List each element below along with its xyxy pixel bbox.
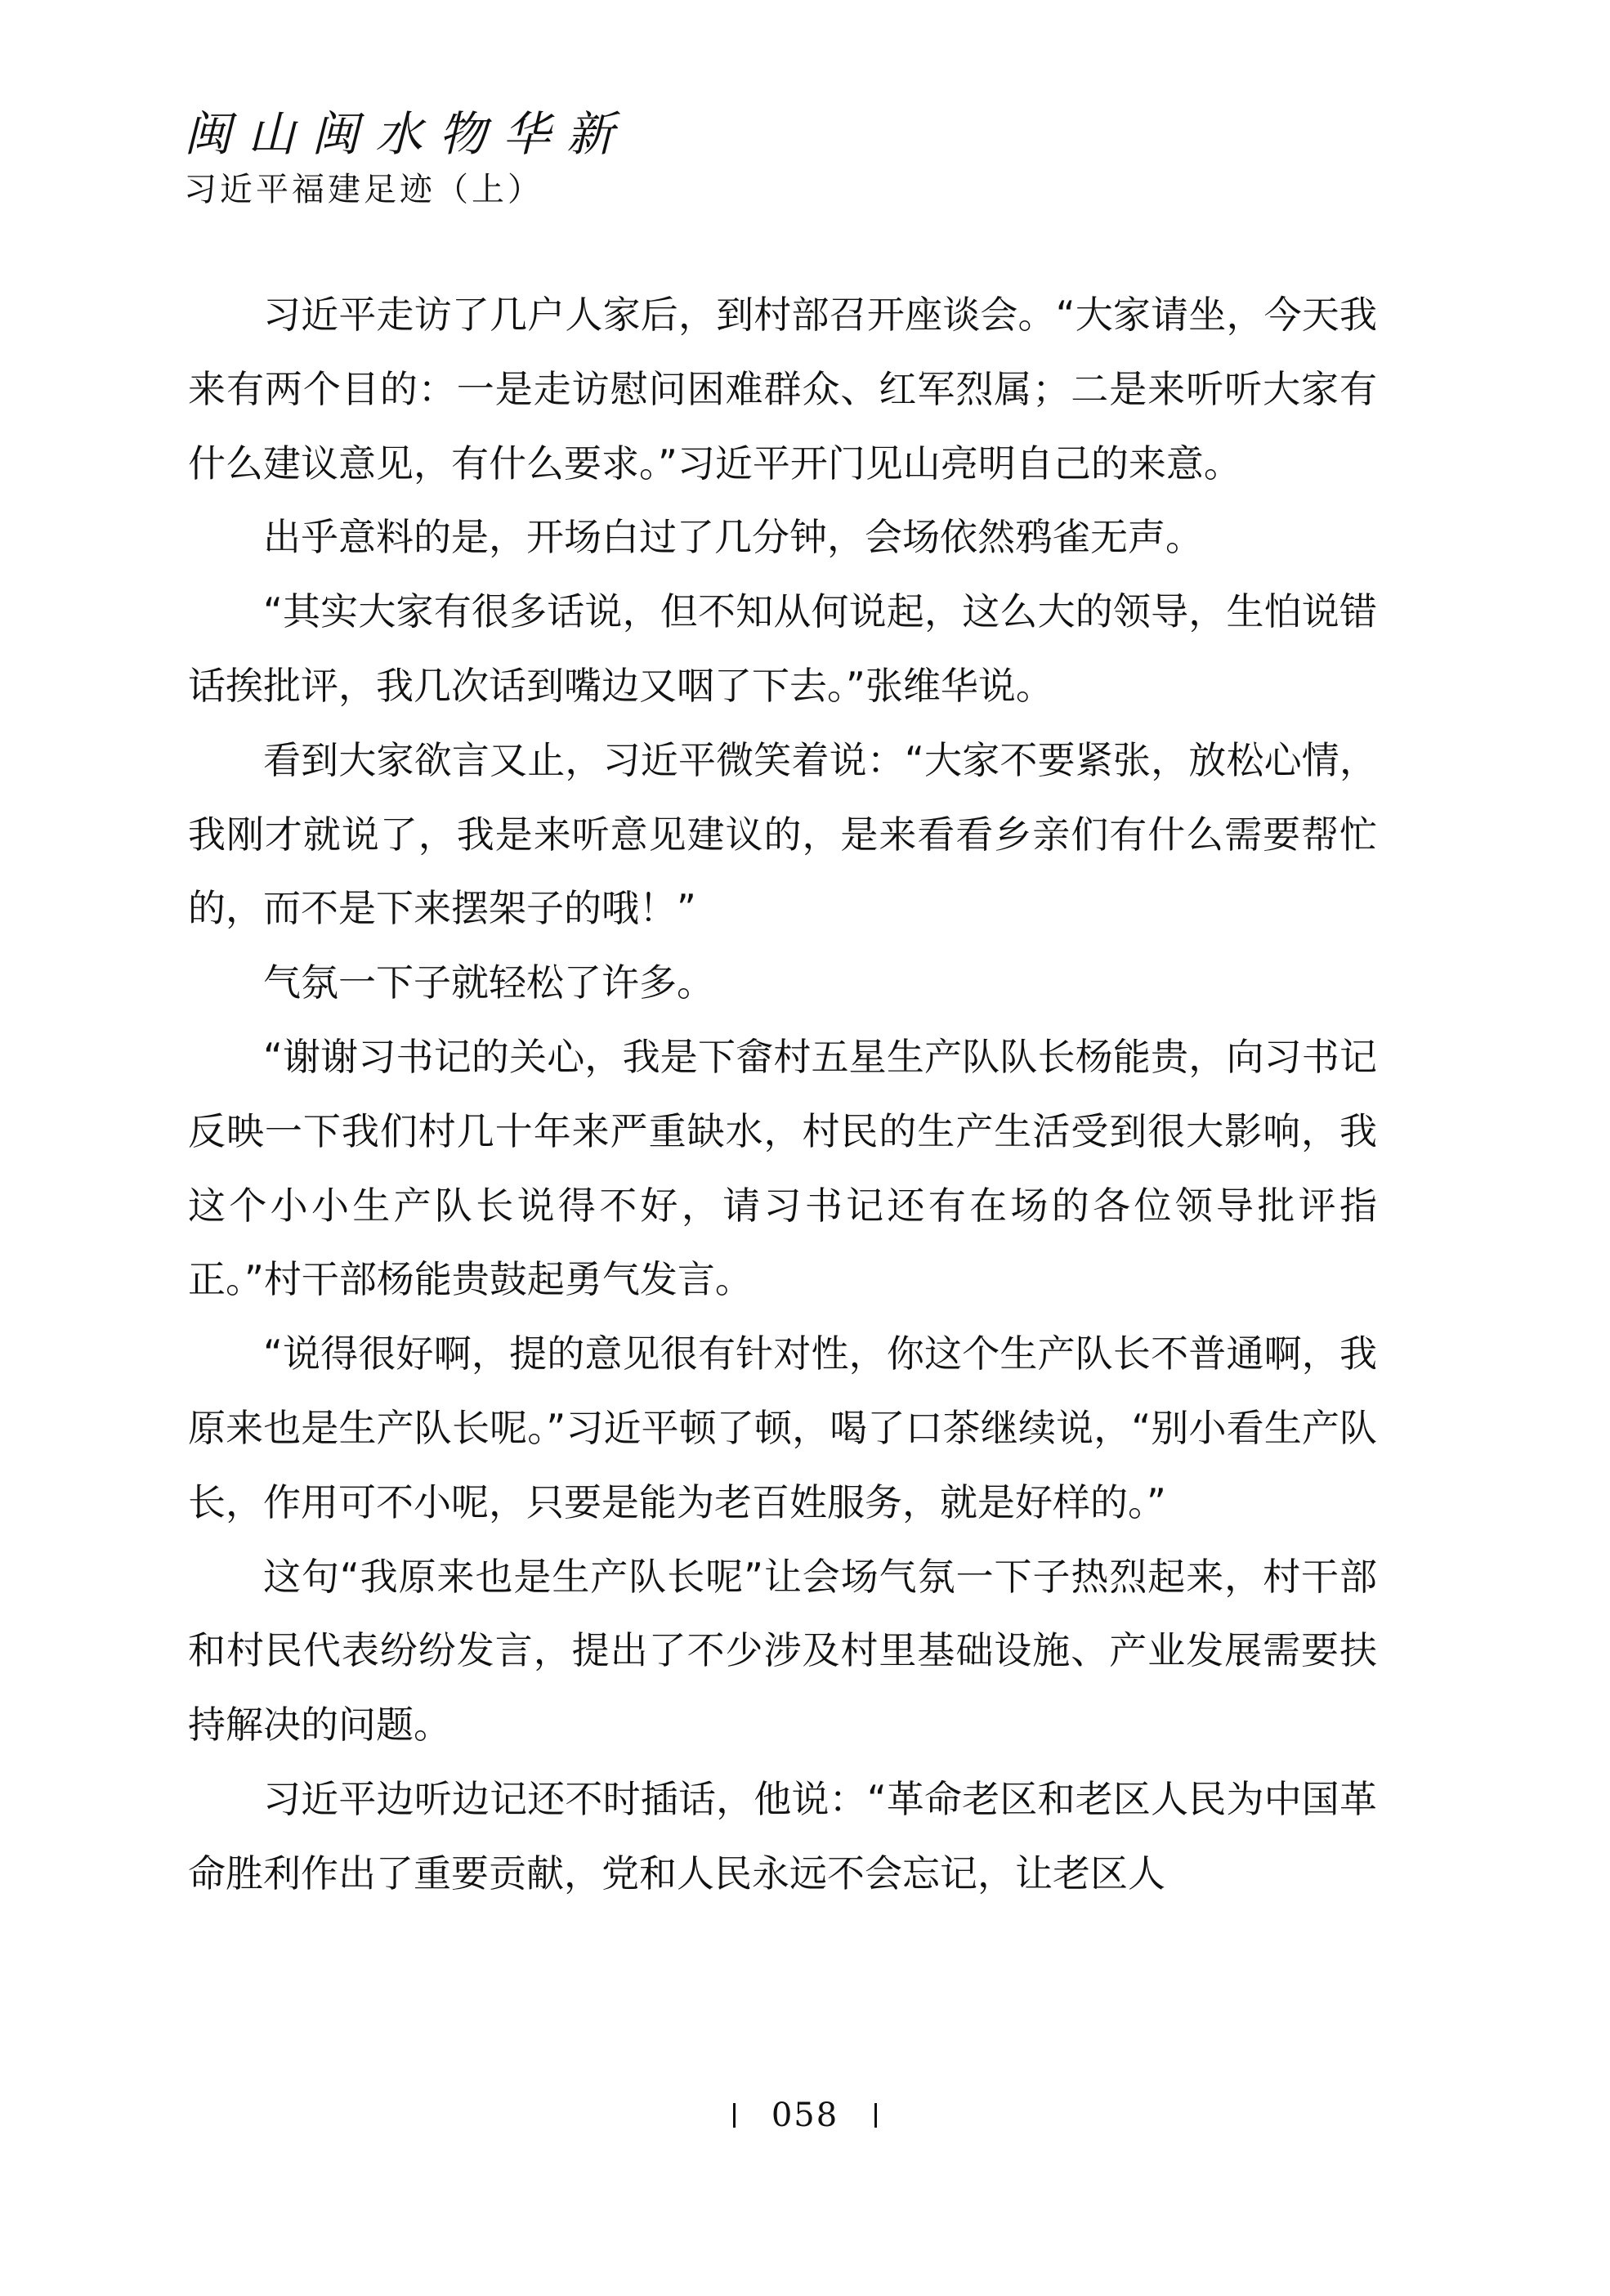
page-number: 058 bbox=[771, 2097, 839, 2134]
paragraph: “谢谢习书记的关心，我是下畲村五星生产队队长杨能贵，向习书记反映一下我们村几十年来严重缺水，村民的生产生活受到很大影响，我这个小小生产队长说得不好，请习书记还有在场的各位领导批评指正。”村干部杨能贵鼓起勇气发言。 bbox=[188, 1034, 1377, 1302]
series-title: 闽山闽水物华新 bbox=[184, 106, 631, 162]
paragraph: 出乎意料的是，开场白过了几分钟，会场依然鸦雀无声。 bbox=[263, 515, 1203, 560]
paragraph: 气氛一下子就轻松了许多。 bbox=[263, 960, 714, 1005]
paragraph: 看到大家欲言又止，习近平微笑着说：“大家不要紧张，放松心情，我刚才就说了，我是来听意见建议的，是来看看乡亲们有什么需要帮忙的，而不是下来摆架子的哦！” bbox=[188, 737, 1377, 931]
book-subtitle: 习近平福建足迹（上） bbox=[184, 171, 543, 208]
body-text bbox=[188, 278, 1377, 1911]
paragraph: 习近平边听边记还不时插话，他说：“革命老区和老区人民为中国革命胜利作出了重要贡献，党和人民永远不会忘记，让老区人 bbox=[188, 1776, 1377, 1895]
footer-divider-right bbox=[874, 2103, 877, 2128]
paragraph: “其实大家有很多话说，但不知从何说起，这么大的领导，生怕说错话挨批评，我几次话到嘴边又咽了下去。”张维华说。 bbox=[188, 589, 1377, 708]
page-footer bbox=[0, 2088, 1610, 2140]
paragraph: “说得很好啊，提的意见很有针对性，你这个生产队长不普通啊，我原来也是生产队长呢。”习近平顿了顿，喝了口茶继续说，“别小看生产队长，作用可不小呢，只要是能为老百姓服务，就是好样的。” bbox=[188, 1332, 1377, 1524]
paragraph: 这句“我原来也是生产队长呢”让会场气氛一下子热烈起来，村干部和村民代表纷纷发言，提出了不少涉及村里基础设施、产业发展需要扶持解决的问题。 bbox=[188, 1554, 1377, 1748]
footer-divider-left bbox=[733, 2103, 736, 2128]
paragraph: 习近平走访了几户人家后，到村部召开座谈会。“大家请坐，今天我来有两个目的：一是走访慰问困难群众、红军烈属；二是来听听大家有什么建议意见，有什么要求。”习近平开门见山亮明自己的来意。 bbox=[188, 293, 1377, 486]
running-header bbox=[184, 105, 630, 213]
